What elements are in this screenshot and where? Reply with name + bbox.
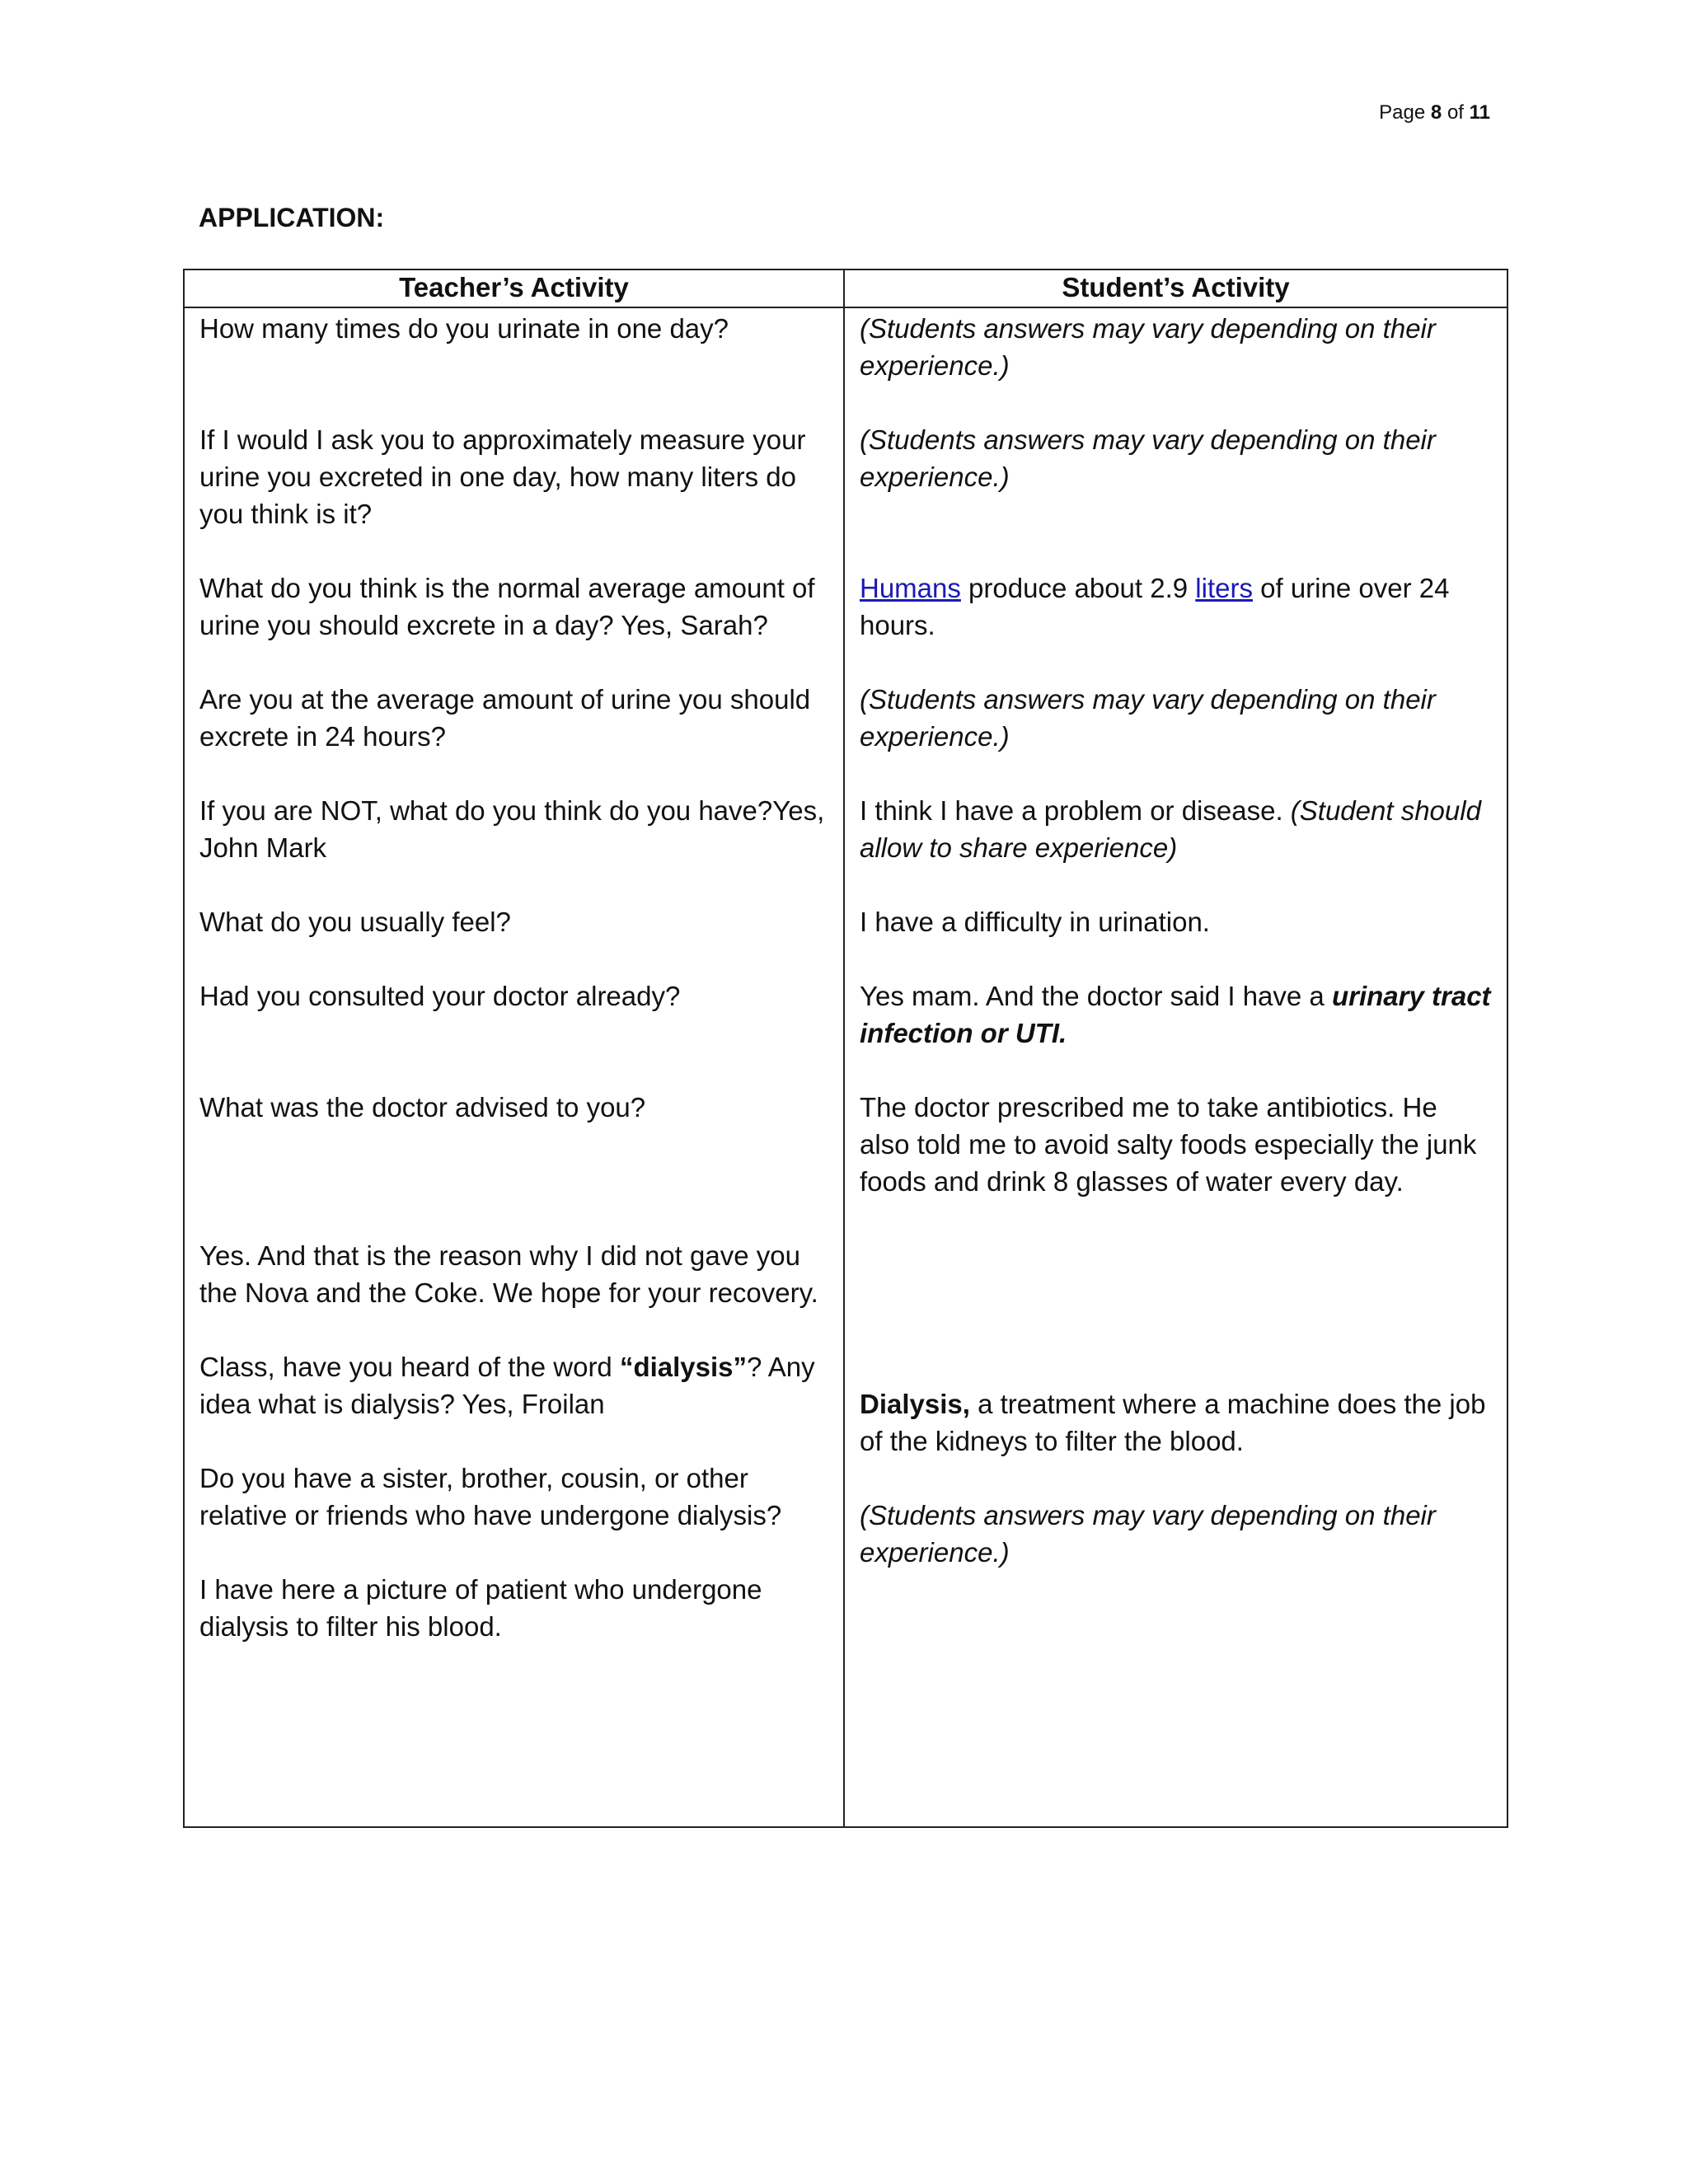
student-answer-3-mid: produce about 2.9 (960, 573, 1196, 603)
student-answer-7-diagnosis: urinary tract infection or UTI. (860, 981, 1491, 1048)
liters-link[interactable]: liters (1195, 573, 1253, 603)
teacher-column-header: Teacher’s Activity (184, 269, 844, 307)
teacher-question-6: What do you usually feel? (199, 907, 511, 937)
page-of: of (1447, 101, 1464, 124)
student-answer-7-pre: Yes mam. And the doctor said I have a (860, 981, 1332, 1011)
student-answer-11: (Students answers may vary depending on their experience.) (860, 1500, 1436, 1568)
teacher-question-10-term: “dialysis” (619, 1352, 748, 1382)
student-answer-10 (860, 1385, 1493, 1460)
teacher-question-10-pre: Class, have you heard of the word (199, 1352, 620, 1382)
student-answer-4: (Students answers may vary depending on their experience.) (860, 684, 1436, 752)
student-answer-3 (860, 569, 1493, 644)
student-answer-3-post: of urine over 24 hours. (860, 573, 1450, 640)
student-answer-5 (860, 792, 1493, 866)
teacher-question-7: Had you consulted your doctor already? (199, 981, 681, 1011)
student-answer-8: The doctor prescribed me to take antibiotics. He also told me to avoid salty foods especially the junk foods and drink 8 glasses of water every day. (860, 1092, 1477, 1197)
teacher-question-11: Do you have a sister, brother, cousin, or other relative or friends who have undergone dialysis? (199, 1463, 782, 1530)
page-total: 11 (1469, 101, 1490, 124)
page-prefix: Page (1379, 101, 1426, 124)
student-answer-10-post: a treatment where a machine does the job of the kidneys to filter the blood. (860, 1389, 1486, 1456)
table-body-row (184, 307, 1507, 1827)
page-current: 8 (1430, 101, 1442, 124)
teacher-question-8: What was the doctor advised to you? (199, 1092, 646, 1122)
teacher-question-5: If you are NOT, what do you think do you have?Yes, John Mark (199, 795, 825, 863)
student-activity-cell (844, 307, 1507, 1827)
teacher-question-4: Are you at the average amount of urine you should excrete in 24 hours? (199, 684, 811, 752)
section-heading: APPLICATION: (199, 203, 385, 232)
teacher-statement-9: Yes. And that is the reason why I did not gave you the Nova and the Coke. We hope for your recovery. (199, 1240, 818, 1308)
teacher-question-3: What do you think is the normal average amount of urine you should excrete in a day? Yes, Sarah? (199, 573, 815, 640)
teacher-question-10-post: ? Any idea what is dialysis? Yes, Froilan (199, 1352, 815, 1419)
teacher-question-2: If I would I ask you to approximately measure your urine you excreted in one day, how many liters do you think is it? (199, 424, 806, 529)
teacher-statement-12: I have here a picture of patient who undergone dialysis to filter his blood. (199, 1574, 762, 1642)
student-column-header: Student’s Activity (844, 269, 1507, 307)
student-answer-5-pre: I think I have a problem or disease. (860, 795, 1291, 826)
teacher-question-10 (199, 1348, 830, 1422)
student-answer-2: (Students answers may vary depending on their experience.) (860, 424, 1436, 492)
student-answer-10-term: Dialysis, (860, 1389, 970, 1419)
student-answer-7 (860, 977, 1493, 1052)
humans-link[interactable]: Humans (860, 573, 961, 603)
page-number (1379, 101, 1490, 125)
student-answer-5-note: (Student should allow to share experience) (860, 795, 1481, 863)
student-answer-6: I have a difficulty in urination. (860, 907, 1210, 937)
table-header-row (184, 269, 1507, 307)
teacher-activity-cell (184, 307, 844, 1827)
teacher-question-1: How many times do you urinate in one day? (199, 313, 729, 344)
student-answer-1: (Students answers may vary depending on their experience.) (860, 313, 1436, 381)
activity-table (183, 269, 1508, 1828)
